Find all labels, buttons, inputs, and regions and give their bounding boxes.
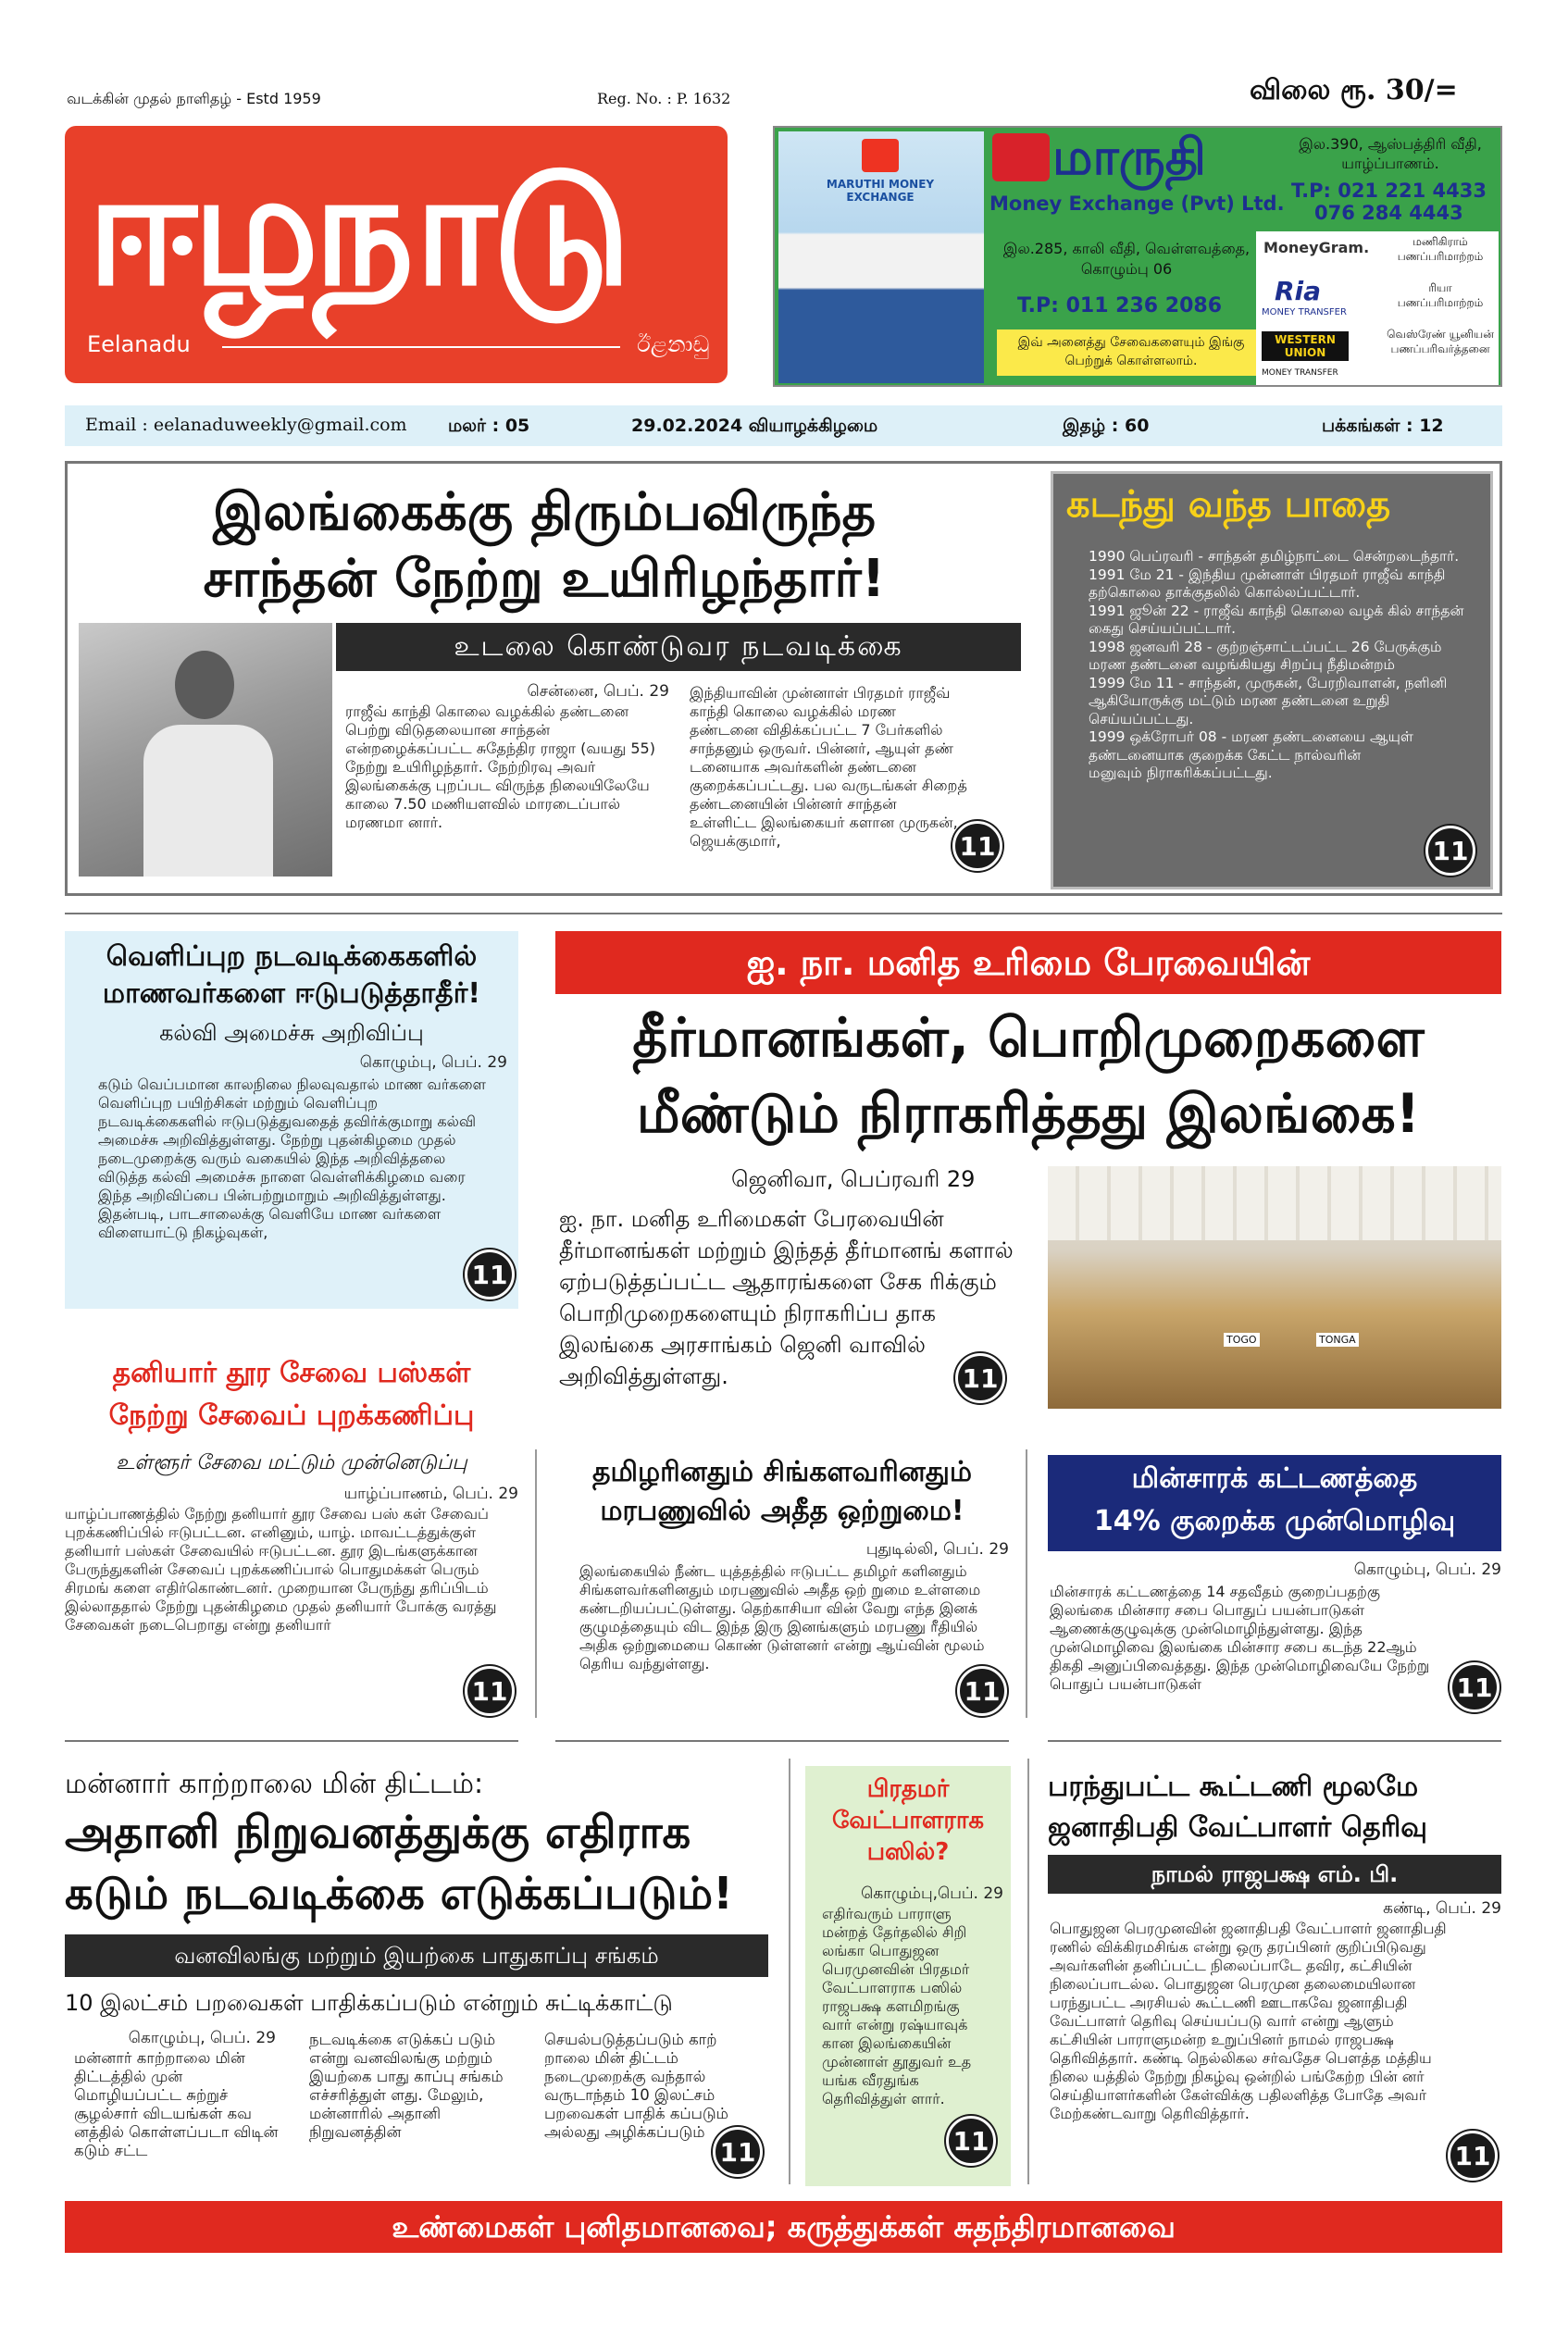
bus-headline-line-1[interactable]: தனியார் தூர சேவை பஸ்கள் <box>112 1357 471 1389</box>
dna-body: இலங்கையில் நீண்ட யுத்தத்தில் ஈடுபட்ட தமிழர் களினதும் சிங்களவர்களினதும் மரபணுவில் அதீத ஒற் றுமை உள்ளமை கண்டறியப்பட்டுள்ளது. தெற்காசியா வின் வேறு எந்த இனக் குழுமத்தையும் விட இந்த இரு இனங்களும் மரபணு ரீதியில் அதிக ஒற்றுமையை கொண் டுள்ளனர் என்று ஆய்வின் மூலம் தெரிய வந்துள்ளது. <box>579 1562 985 1672</box>
education-dateline: கொழும்பு, பெப். 29 <box>359 1053 507 1072</box>
masthead-tagline: வடக்கின் முதல் நாளிதழ் - Estd 1959 <box>67 90 321 107</box>
logo-sinhala: ඊළනාඩු <box>637 331 710 357</box>
alliance-subhead: நாமல் ராஜபக்ஷ எம். பி. <box>1048 1855 1501 1894</box>
section-divider <box>65 1740 518 1742</box>
section-divider <box>1048 1740 1501 1742</box>
timeline-item: 1998 ஜனவரி 28 - குற்றஞ்சாட்டப்பட்ட 26 பேருக்கும் மரண தண்டனை வழங்கியது சிறப்பு நீதிமன்றம் <box>1089 638 1442 673</box>
adani-body-col-3: செயல்படுத்தப்படும் காற் றாலை மின் திட்டம் நடைமுறைக்கு வந்தால் வருடாந்தம் 10 இலட்சம் பறவைகள் பாதிக் கப்படும் அல்லது அழிக்கப்படும் <box>544 2031 728 2141</box>
lead-body-col-1: ராஜீவ் காந்தி கொலை வழக்கில் தண்டனை பெற்று விடுதலையான சாந்தன் என்றழைக்கப்பட்ட சுதேந்திர ராஜா (வயது 55) நேற்று உயிரிழந்தார். நேற்றிரவு அவர் இலங்கைக்கு புறப்பட விருந்த நிலையிலேயே காலை 7.50 மணியளவில் மாரடைப்பால் மரணமா னார். <box>345 703 655 831</box>
shop-front-photo <box>778 131 984 383</box>
issue-date: 29.02.2024 வியாழக்கிழமை <box>631 416 878 436</box>
lead-body-col-2: இந்தியாவின் முன்னாள் பிரதமர் ராஜீவ் காந்தி கொலை வழக்கில் மரண தண்டனை விதிக்கப்பட்ட 7 பேர்களில் சாந்தனும் ஒருவர். பின்னர், ஆயுள் தண் டனையாக அவர்களின் தண்டனை குறைக்கப்பட்டது. பல வருடங்கள் சிறைத் தண்டனையின் பின்னர் சாந்தன் உள்ளிட்ட இலங்கையர் களான முருகன், ஜெயக்குமார், <box>690 684 967 850</box>
alliance-body: பொதுஜன பெரமுனவின் ஜனாதிபதி வேட்பாளர் ஜனாதிபதி ரணில் விக்கிரமசிங்க என்று ஒரு தரப்பினர் குறிப்பிடுவது அவர்களின் தனிப்பட்ட நிலைப்பாடே தவிர, கட்சியின் நிலைப்பாடல்ல. பொதுஜன பெரமுன தலைமையிலான பரந்துபட்ட அரசியல் கூட்டணி ஊடாகவே ஜனாதிபதி வேட்பாளர் தெரிவு செய்யப்படு வார் என்று ஆளும் கட்சியின் பாராளுமன்ற உறுப்பினர் நாமல் ராஜபக்ஷ தெரிவித்தார். கண்டி நெல்லிகல சர்வதேச பௌத்த மத்திய நிலை யத்தில் நேற்று நிகழ்வு ஒன்றில் பங்கேற்ற பின் னர் செய்தியாளர்களின் கேள்விக்கு பதிலளித்த போதே அவர் மேற்கண்டவாறு தெரிவித்தார். <box>1050 1920 1447 2122</box>
lead-headline-line-2[interactable]: சாந்தன் நேற்று உயிரிழந்தார்! <box>203 549 886 609</box>
pm-story-box <box>805 1766 1011 2186</box>
timeline-page-badge[interactable]: 11 <box>1425 826 1475 876</box>
maruthi-advertisement[interactable] <box>773 126 1502 387</box>
power-headline-line-2[interactable]: 14% குறைக்க முன்மொழிவு <box>1093 1505 1456 1537</box>
western-union-sub: MONEY TRANSFER <box>1262 368 1338 378</box>
alliance-page-badge[interactable]: 11 <box>1448 2131 1498 2181</box>
adani-subhead: வனவிலங்கு மற்றும் இயற்கை பாதுகாப்பு சங்கம் <box>65 1934 768 1977</box>
adani-dateline: கொழும்பு, பெப். 29 <box>128 2029 276 2047</box>
council-wall <box>1048 1166 1501 1240</box>
logo-rule <box>222 346 620 348</box>
person-body <box>143 725 273 877</box>
adani-headline-line-2[interactable]: கடும் நடவடிக்கை எடுக்கப்படும்! <box>65 1868 734 1920</box>
power-body: மின்சாரக் கட்டணத்தை 14 சதவீதம் குறைப்பதற்கு இலங்கை மின்சார சபை பொதுப் பயன்பாடுகள் ஆணைக்குழுவுக்கு முன்மொழிந்துள்ளது. இந்த முன்மொழிவை இலங்கை மின்சார சபை கடந்த 22ஆம் திகதி அனுப்பிவைத்தது. இந்த முன்மொழிவையே நேற்று பொதுப் பயன்பாடுகள் <box>1050 1583 1430 1693</box>
bus-headline-line-2[interactable]: நேற்று சேவைப் புறக்கணிப்பு <box>108 1399 475 1432</box>
reg-number: Reg. No. : P. 1632 <box>597 90 731 107</box>
volume-number: மலர் : 05 <box>448 416 530 436</box>
timeline-box <box>1051 471 1493 889</box>
issue-info-bar <box>65 405 1502 446</box>
column-divider <box>789 1759 790 2184</box>
adani-strap: 10 இலட்சம் பறவைகள் பாதிக்கப்படும் என்றும் சுட்டிக்காட்டு <box>65 1990 673 2016</box>
pm-headline[interactable]: பிரதமர் வேட்பாளராக பஸில்? <box>831 1775 985 1866</box>
adani-body-col-2: நடவடிக்கை எடுக்கப் படும் என்று வனவிலங்கு மற்றும் இயற்கை பாது காப்பு சங்கம் எச்சரித்துள் ளது. மேலும், மன்னாரில் அதானி நிறுவனத்தின் <box>309 2031 504 2141</box>
adani-headline-line-1[interactable]: அதானி நிறுவனத்துக்கு எதிராக <box>65 1807 691 1859</box>
lead-dateline: சென்னை, பெப். 29 <box>527 682 669 701</box>
un-page-badge[interactable]: 11 <box>955 1353 1005 1403</box>
pm-page-badge[interactable]: 11 <box>946 2116 996 2166</box>
santhan-photo <box>79 623 332 877</box>
person-head <box>175 651 234 719</box>
column-divider <box>1026 1449 1027 1718</box>
un-headline-line-1[interactable]: தீர்மானங்கள், பொறிமுறைகளை <box>632 1006 1425 1069</box>
timeline-item: 1990 பெப்ரவரி - சாந்தன் தமிழ்நாட்டை சென்றடைந்தார். <box>1089 548 1460 565</box>
timeline-item: 1991 ஜூன் 22 - ராஜீவ் காந்தி கொலை வழக் கில் சாந்தன் கைது செய்யப்பட்டார். <box>1089 602 1464 637</box>
footer-motto: உண்மைகள் புனிதமானவை; கருத்துக்கள் சுதந்திரமானவை <box>65 2201 1502 2253</box>
logo-wordmark: ஈழநாடு <box>87 138 627 321</box>
bus-dateline: யாழ்ப்பாணம், பெப். 29 <box>343 1485 518 1503</box>
power-headline-box <box>1048 1455 1501 1551</box>
alliance-dateline: கண்டி, பெப். 29 <box>1383 1899 1501 1918</box>
section-divider <box>65 913 1502 914</box>
dna-dateline: புதுடில்லி, பெப். 29 <box>865 1540 1009 1559</box>
timeline-item: 1999 மே 11 - சாந்தன், முருகன், பேரறிவாளன், நளினி ஆகியோருக்கு மட்டும் மரண தண்டனை உறுதி செய்யப்பட்டது. <box>1089 674 1448 727</box>
shop-sign: MARUTHI MONEY EXCHANGE <box>826 178 935 204</box>
logo-english: Eelanadu <box>87 331 191 357</box>
moneygram-label: மணிகிராம் பணப்பரிமாற்றம் <box>1397 235 1484 263</box>
country-sign-2: TONGA <box>1316 1333 1359 1347</box>
timeline-list <box>1066 548 1474 783</box>
page-count: பக்கங்கள் : 12 <box>1322 416 1444 436</box>
ad-red-m-logo <box>992 133 1050 181</box>
adani-page-badge[interactable]: 11 <box>713 2127 763 2177</box>
alliance-headline-line-2[interactable]: ஜனாதிபதி வேட்பாளர் தெரிவு <box>1048 1811 1427 1844</box>
pm-body: எதிர்வரும் பாராளு மன்றத் தேர்தலில் சிறி லங்கா பொதுஜன பெரமுனவின் பிரதமர் வேட்பாளராக பஸில் ராஜபக்ஷ களமிறங்கு வார் என்று ரஷ்யாவுக் கான இலங்கையின் முன்னாள் தூதுவர் உத யங்க வீரதுங்க தெரிவித்துள் ளார். <box>822 1905 972 2108</box>
issue-number: இதழ் : 60 <box>1063 416 1150 436</box>
bus-subhead: உள்ளூர் சேவை மட்டும் முன்னெடுப்பு <box>116 1451 467 1474</box>
logo <box>65 126 728 383</box>
ad-phone-colombo: T.P: 011 236 2086 <box>1017 294 1222 317</box>
shop-logo-icon <box>862 139 899 172</box>
section-divider <box>555 1740 1009 1742</box>
ad-company: Money Exchange (Pvt) Ltd. <box>989 193 1285 215</box>
education-story-box <box>65 931 518 1309</box>
education-page-badge[interactable]: 11 <box>465 1250 515 1299</box>
lead-page-badge[interactable]: 11 <box>952 821 1002 871</box>
ad-address-colombo: இல.285, காலி வீதி, வெள்ளவத்தை, கொழும்பு 06 <box>1002 240 1251 278</box>
adani-kicker: மன்னார் காற்றாலை மின் திட்டம்: <box>65 1768 484 1800</box>
ad-services-note: இவ் அனைத்து சேவைகளையும் இங்கு பெற்றுக் கொள்ளலாம். <box>997 329 1265 376</box>
lead-subhead: உடலை கொண்டுவர நடவடிக்கை <box>336 623 1021 671</box>
contact-email[interactable]: Email : eelanaduweekly@gmail.com <box>85 415 407 435</box>
lead-headline-line-1[interactable]: இலங்கைக்கு திரும்பவிருந்த <box>212 482 877 542</box>
adani-body-col-1: மன்னார் காற்றாலை மின் திட்டத்தில் முன் மொழியப்பட்ட சுற்றுச் சூழல்சார் விடயங்கள் கவ னத்தில் கொள்ளப்படா விடின் கடும் சட்ட <box>74 2049 279 2159</box>
timeline-title: கடந்து வந்த பாதை <box>1066 483 1391 526</box>
un-headline-line-2[interactable]: மீண்டும் நிராகரித்தது இலங்கை! <box>636 1082 1421 1145</box>
dna-page-badge[interactable]: 11 <box>957 1666 1007 1716</box>
column-divider <box>1027 1759 1029 2184</box>
dna-headline[interactable]: தமிழரினதும் சிங்களவரினதும் மரபணுவில் அதீத ஒற்றுமை! <box>591 1456 973 1527</box>
ad-services-panel <box>1256 231 1499 385</box>
power-headline-line-1[interactable]: மின்சாரக் கட்டணத்தை <box>1131 1462 1418 1495</box>
price: விலை ரூ. 30/= <box>1250 74 1458 106</box>
ria-sub: MONEY TRANSFER <box>1262 307 1347 317</box>
un-council-photo <box>1048 1166 1501 1409</box>
ria-logo: Ria <box>1275 276 1322 306</box>
un-dateline: ஜெனிவா, பெப்ரவரி 29 <box>731 1166 976 1192</box>
bus-page-badge[interactable]: 11 <box>465 1666 515 1716</box>
un-body: ஐ. நா. மனித உரிமைகள் பேரவையின் தீர்மானங்கள் மற்றும் இந்தத் தீர்மானங் களால் ஏற்படுத்தப்பட்ட ஆதாரங்களை சேக ரிக்கும் பொறிமுறைகளையும் நிராகரிப்ப தாக இலங்கை அரசாங்கம் ஜெனி வாவில் அறிவித்துள்ளது. <box>559 1206 1014 1389</box>
alliance-headline-line-1[interactable]: பரந்துபட்ட கூட்டணி மூலமே <box>1048 1771 1419 1803</box>
ria-label: ரியா பணப்பரிமாற்றம் <box>1397 281 1484 309</box>
un-banner: ஐ. நா. மனித உரிமை பேரவையின் <box>555 931 1501 994</box>
power-page-badge[interactable]: 11 <box>1450 1662 1500 1712</box>
ad-phone-jaffna-1: T.P: 021 221 4433 <box>1291 180 1487 202</box>
power-dateline: கொழும்பு, பெப். 29 <box>1353 1560 1501 1579</box>
western-union-label: வெஸ்ரேண் யூனியன் பணப்பரிவர்த்தனை <box>1387 328 1494 355</box>
timeline-item: 1991 மே 21 - இந்திய முன்னாள் பிரதமர் ராஜீவ் காந்தி தற்கொலை தாக்குதலில் கொல்லப்பட்டார். <box>1089 566 1446 601</box>
education-subhead: கல்வி அமைச்சு அறிவிப்பு <box>159 1020 424 1046</box>
education-body: கடும் வெப்பமான காலநிலை நிலவுவதால் மாண வர்களை வெளிப்புற பயிற்சிகள் மற்றும் வெளிப்புற நடவடிக்கைகளில் ஈடுபடுத்துவதைத் தவிர்க்குமாறு கல்வி அமைச்சு அறிவித்துள்ளது. நேற்று புதன்கிழமை முதல் நடைமுறைக்கு வரும் வகையில் இந்த அறிவித்தலை விடுத்த கல்வி அமைச்சு நாளை வெள்ளிக்கிழமை வரை இந்த அறிவிப்பை பின்பற்றுமாறும் அறிவித்துள்ளது. இதன்படி, பாடசாலைக்கு வெளியே மாண வர்களை விளையாட்டு நிகழ்வுகள், <box>98 1076 486 1241</box>
ad-address-jaffna: இல.390, ஆஸ்பத்திரி வீதி, யாழ்ப்பாணம். <box>1299 135 1482 172</box>
bus-body: யாழ்ப்பாணத்தில் நேற்று தனியார் தூர சேவை பஸ் கள் சேவைப் புறக்கணிப்பில் ஈடுபட்டன. எனினும், யாழ். மாவட்டத்துக்குள் தனியார் பஸ்கள் சேவையில் ஈடுபட்டன. தூர இடங்களுக்கான பேருந்துகளின் சேவைப் புறக்கணிப்பால் பொதுமக்கள் பெரும் சிரமங் களை எதிர்கொண்டனர். முறையான பேருந்து தரிப்பிடம் இல்லாததால் நேற்று புதன்கிழமை முதல் தனியார் போக்கு வரத்து சேவைகள் நடைபெறாது என்று தனியார் <box>65 1505 497 1634</box>
ad-phone-jaffna-2: 076 284 4443 <box>1314 202 1463 224</box>
moneygram-logo: MoneyGram. <box>1263 239 1370 256</box>
country-sign-1: TOGO <box>1224 1333 1260 1347</box>
lead-story-box <box>65 461 1502 896</box>
ad-brand: மாருதி <box>1052 128 1206 186</box>
pm-dateline: கொழும்பு,பெப். 29 <box>861 1884 1003 1903</box>
timeline-item: 1999 ஒக்ரோபர் 08 - மரண தண்டனையை ஆயுள் தண்டனையாக குறைக்க கேட்ட நால்வரின் மனுவும் நிராகரிக்கப்பட்டது. <box>1089 728 1413 781</box>
education-headline[interactable]: வெளிப்புற நடவடிக்கைகளில் மாணவர்களை ஈடுபடுத்தாதீர்! <box>102 940 481 1010</box>
column-divider <box>535 1449 537 1718</box>
western-union-logo: WESTERN UNION <box>1262 331 1349 361</box>
